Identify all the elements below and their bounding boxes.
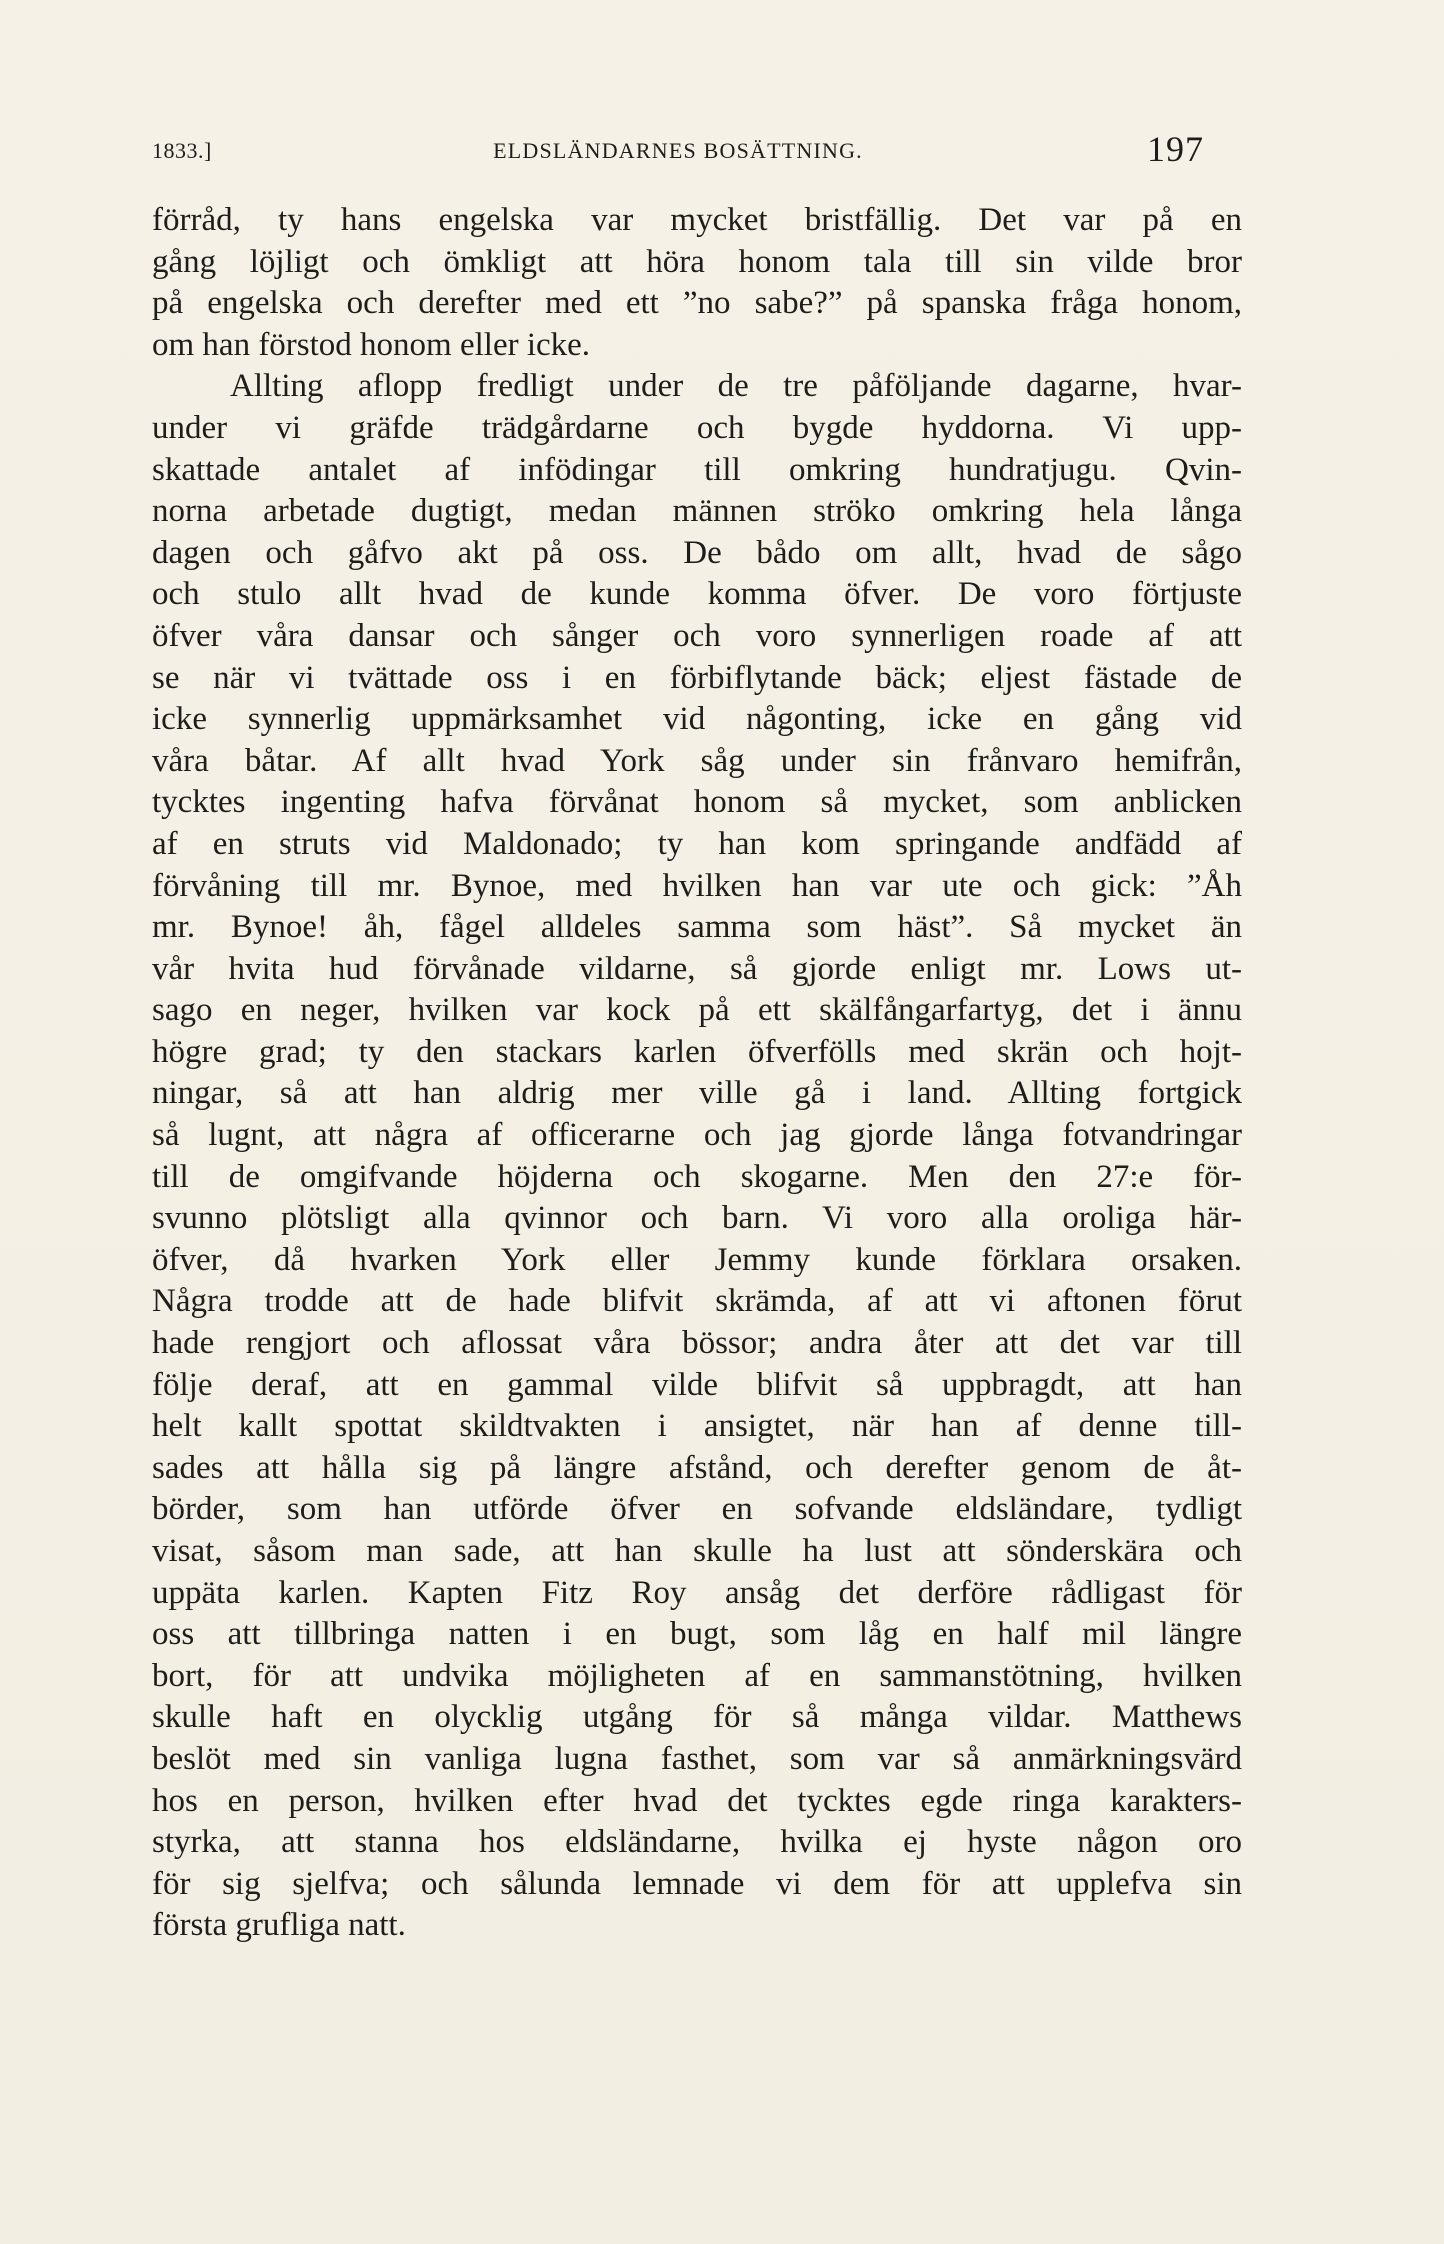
text-line: sago en neger, hvilken var kock på ett skälfångarfartyg, det i ännu <box>152 992 1242 1029</box>
text-line: första grufliga natt. <box>152 1907 406 1944</box>
text-line: oss att tillbringa natten i en bugt, som låg en half mil längre <box>152 1616 1242 1653</box>
text-line: skattade antalet af infödingar till omkring hundratjugu. Qvin- <box>152 451 1242 488</box>
paragraph-start-line: Allting aflopp fredligt under de tre påföljande dagarne, hvar- <box>230 368 1242 405</box>
text-line: öfver våra dansar och sånger och voro synnerligen roade af att <box>152 617 1242 654</box>
text-line: styrka, att stanna hos eldsländarne, hvilka ej hyste någon oro <box>152 1824 1242 1861</box>
text-line: tycktes ingenting hafva förvånat honom så mycket, som anblicken <box>152 784 1242 821</box>
text-line: högre grad; ty den stackars karlen öfverfölls med skrän och hojt- <box>152 1033 1242 1070</box>
text-line: beslöt med sin vanliga lugna fasthet, som var så anmärkningsvärd <box>152 1740 1242 1777</box>
text-line: förvåning till mr. Bynoe, med hvilken han var ute och gick: ”Åh <box>152 867 1242 904</box>
text-line: öfver, då hvarken York eller Jemmy kunde förklara orsaken. <box>152 1241 1242 1278</box>
text-line: bort, för att undvika möjligheten af en sammanstötning, hvilken <box>152 1657 1242 1694</box>
text-line: så lugnt, att några af officerarne och jag gjorde långa fotvandringar <box>152 1117 1242 1154</box>
text-line: svunno plötsligt alla qvinnor och barn. Vi voro alla oroliga här- <box>152 1200 1242 1237</box>
text-line: dagen och gåfvo akt på oss. De bådo om allt, hvad de sågo <box>152 534 1242 571</box>
running-header <box>152 128 1204 178</box>
text-line: icke synnerlig uppmärksamhet vid någonting, icke en gång vid <box>152 701 1242 738</box>
text-line: mr. Bynoe! åh, fågel alldeles samma som häst”. Så mycket än <box>152 909 1242 946</box>
text-line: hos en person, hvilken efter hvad det tycktes egde ringa karakters- <box>152 1782 1242 1819</box>
text-line: uppäta karlen. Kapten Fitz Roy ansåg det derföre rådligast för <box>152 1574 1242 1611</box>
text-line: våra båtar. Af allt hvad York såg under sin frånvaro hemifrån, <box>152 742 1242 779</box>
text-line: skulle haft en olycklig utgång för så många vildar. Matthews <box>152 1699 1242 1736</box>
text-line: helt kallt spottat skildtvakten i ansigtet, när han af denne till- <box>152 1408 1242 1445</box>
text-line: sades att hålla sig på längre afstånd, och derefter genom de åt- <box>152 1449 1242 1486</box>
text-line: till de omgifvande höjderna och skogarne. Men den 27:e för- <box>152 1158 1242 1195</box>
text-line: under vi gräfde trädgårdarne och bygde hyddorna. Vi upp- <box>152 409 1242 446</box>
text-line: och stulo allt hvad de kunde komma öfver. De voro förtjuste <box>152 576 1242 613</box>
text-line: förråd, ty hans engelska var mycket bristfällig. Det var på en <box>152 202 1242 238</box>
page-number: 197 <box>1147 129 1204 169</box>
text-line: gång löjligt och ömkligt att höra honom tala till sin vilde bror <box>152 243 1242 280</box>
text-line: vår hvita hud förvånade vildarne, så gjorde enligt mr. Lows ut- <box>152 950 1242 987</box>
text-line: Några trodde att de hade blifvit skrämda, af att vi aftonen förut <box>152 1283 1242 1320</box>
header-title: ELDSLÄNDARNES BOSÄTTNING. <box>493 138 863 163</box>
text-line: för sig sjelfva; och sålunda lemnade vi dem för att upplefva sin <box>152 1865 1242 1902</box>
body-text <box>152 200 1242 1947</box>
text-line: ningar, så att han aldrig mer ville gå i land. Allting fortgick <box>152 1075 1242 1112</box>
text-line: norna arbetade dugtigt, medan männen ströko omkring hela långa <box>152 493 1242 530</box>
text-line: börder, som han utförde öfver en sofvande eldsländare, tydligt <box>152 1491 1242 1528</box>
text-line: se när vi tvättade oss i en förbiflytande bäck; eljest fästade de <box>152 659 1242 696</box>
text-line: af en struts vid Maldonado; ty han kom springande andfädd af <box>152 825 1242 862</box>
text-line: följe deraf, att en gammal vilde blifvit så uppbragdt, att han <box>152 1366 1242 1403</box>
text-line: om han förstod honom eller icke. <box>152 326 591 363</box>
text-line: på engelska och derefter med ett ”no sabe?” på spanska fråga honom, <box>152 285 1242 322</box>
text-line: visat, såsom man sade, att han skulle ha lust att sönderskära och <box>152 1533 1242 1569</box>
header-year: 1833.] <box>152 138 212 163</box>
text-line: hade rengjort och aflossat våra bössor; andra åter att det var till <box>152 1325 1242 1362</box>
